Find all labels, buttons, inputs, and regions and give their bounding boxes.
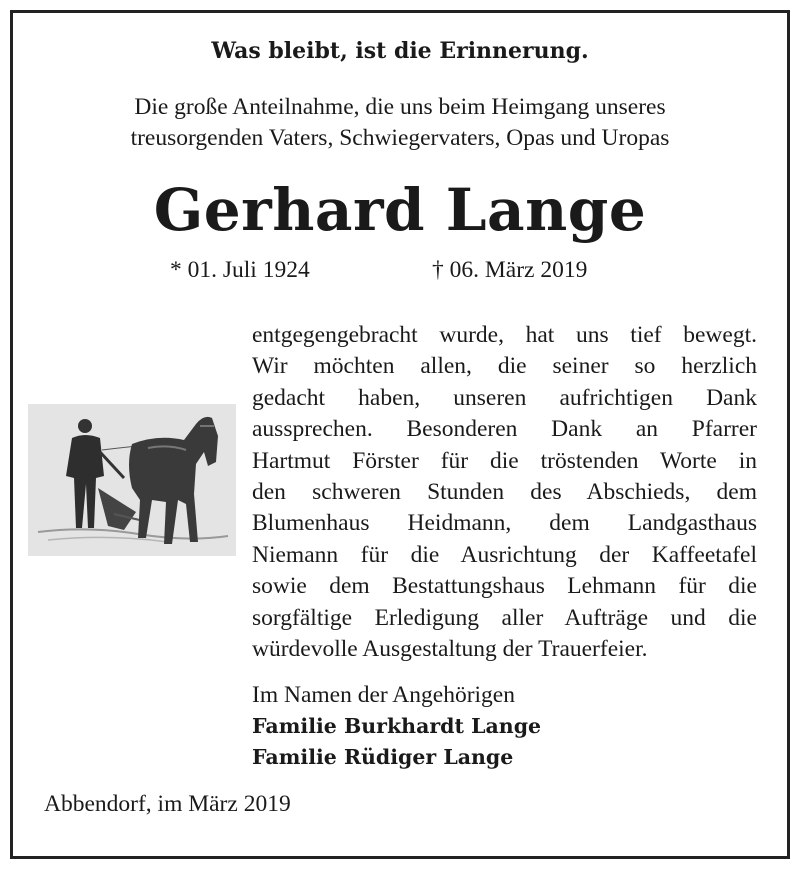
text-line: würdevolle Ausgestaltung der Trauerfeier. — [252, 636, 648, 663]
farmer-plough-horse-illustration — [28, 404, 236, 556]
signature-intro: Im Namen der Angehörigen — [252, 682, 515, 708]
text-line: Blumenhaus Heidmann, dem Landgasthaus — [252, 510, 757, 537]
text-line: aussprechen. Besonderen Dank an Pfarrer — [252, 416, 757, 443]
family-name: Familie Burkhardt Lange — [252, 714, 542, 738]
text-line: den schweren Stunden des Abschieds, dem — [252, 479, 757, 506]
death-date: † 06. März 2019 — [432, 257, 588, 283]
place-date: Abbendorf, im März 2019 — [44, 791, 291, 817]
signature-block — [252, 680, 541, 773]
illustration-svg — [28, 404, 236, 556]
birth-date: * 01. Juli 1924 — [170, 257, 310, 283]
text-line: Wir möchten allen, die seiner so herzlich — [252, 353, 757, 380]
text-line: gedacht haben, unseren aufrichtigen Dank — [252, 384, 757, 411]
text-line: entgegengebracht wurde, hat uns tief bewegt. — [252, 322, 757, 348]
motto: Was bleibt, ist die Erinnerung. — [211, 38, 589, 64]
text-line: Niemann für die Ausrichtung der Kaffeetafel — [252, 541, 757, 568]
family-name: Familie Rüdiger Lange — [252, 745, 514, 769]
text-line: Hartmut Förster für die tröstenden Worte in — [252, 447, 757, 474]
deceased-name: Gerhard Lange — [153, 176, 647, 244]
text-line: sorgfältige Erledigung aller Aufträge und die — [252, 604, 757, 631]
intro-line: Die große Anteilnahme, die uns beim Heimgang unseres — [134, 94, 666, 120]
intro-text — [0, 92, 800, 154]
thanks-text — [252, 320, 757, 665]
text-line: sowie dem Bestattungshaus Lehmann für die — [252, 573, 757, 600]
intro-line: treusorgenden Vaters, Schwiegervaters, Opas und Uropas — [130, 125, 670, 151]
